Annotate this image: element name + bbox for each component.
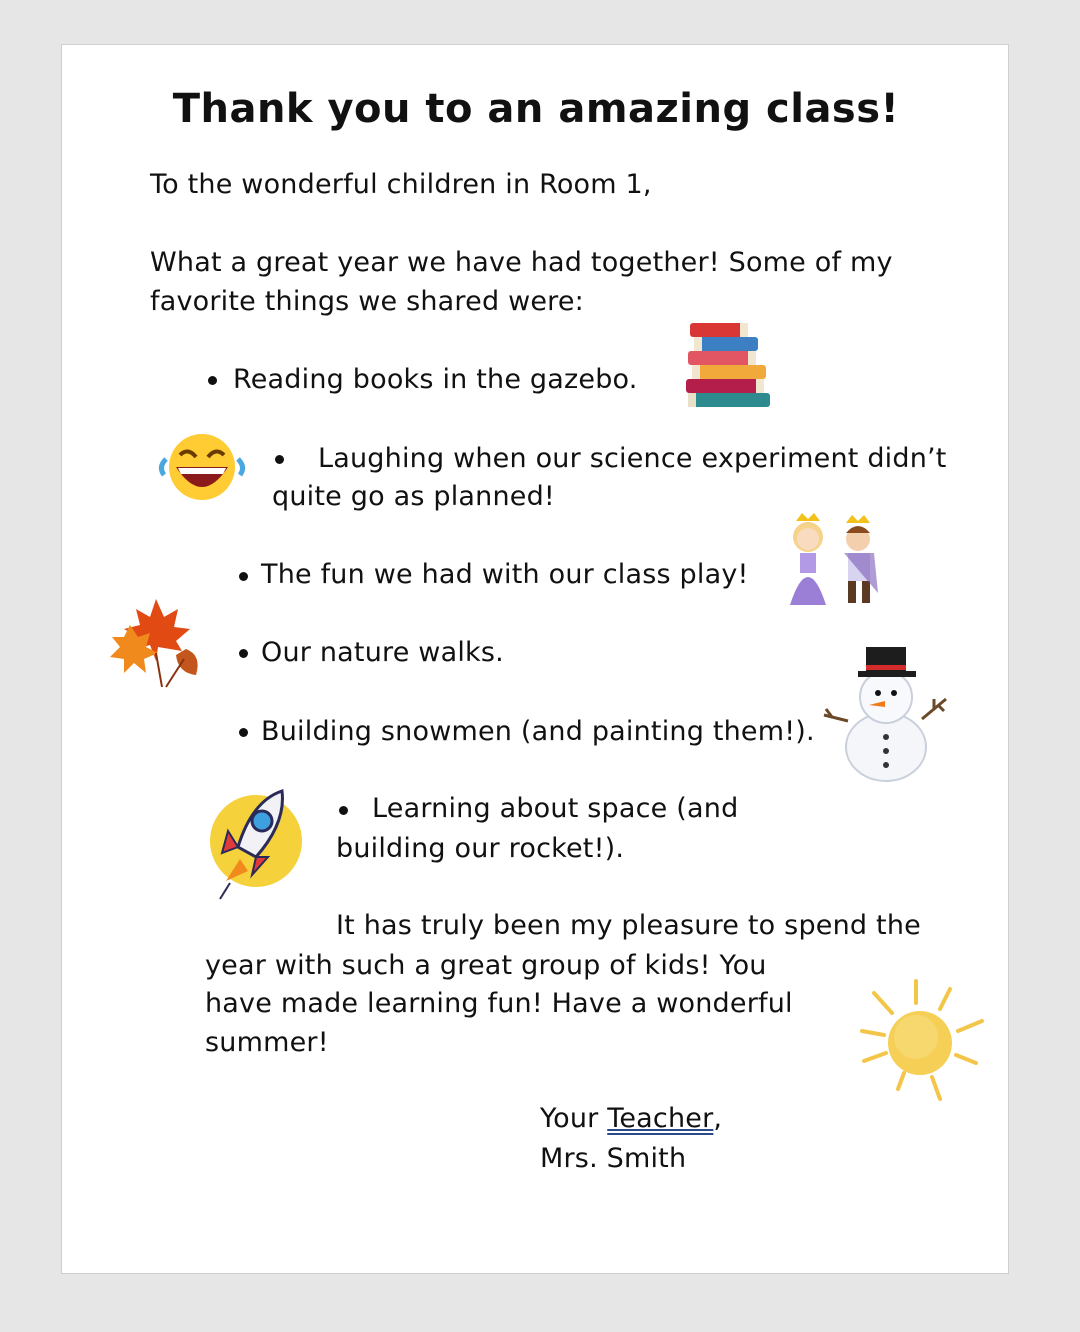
letter-title: Thank you to an amazing class! <box>172 86 900 132</box>
bullet-2-line-1: Laughing when our science experiment didn’t <box>318 443 947 474</box>
signoff-suffix: , <box>713 1103 723 1134</box>
bullet-5-text: Building snowmen (and painting them!). <box>261 716 815 747</box>
closing-line-3: have made learning fun! Have a wonderful <box>205 988 793 1019</box>
closing-line-1: It has truly been my pleasure to spend the <box>336 910 921 941</box>
closing-line-2: year with such a great group of kids! You <box>205 950 767 981</box>
letter-page <box>61 44 1009 1274</box>
intro-line-2: favorite things we shared were: <box>150 286 584 317</box>
bullet-marker <box>275 455 284 464</box>
bullet-4-text: Our nature walks. <box>261 637 504 668</box>
bullet-marker <box>239 728 248 737</box>
sun-icon <box>858 977 988 1107</box>
signoff <box>540 1100 722 1138</box>
autumn-leaves-icon <box>106 595 210 691</box>
bullet-6-line-2: building our rocket!). <box>336 833 625 864</box>
bullet-6-line-1: Learning about space (and <box>372 793 739 824</box>
bullet-1-text: Reading books in the gazebo. <box>233 364 638 395</box>
bullet-3-text: The fun we had with our class play! <box>261 559 749 590</box>
laughing-emoji-icon <box>160 433 244 503</box>
books-icon <box>682 309 782 409</box>
bullet-2-line-2: quite go as planned! <box>272 481 555 512</box>
signoff-teacher: Teacher <box>607 1103 714 1134</box>
rocket-icon <box>202 781 306 913</box>
bullet-marker <box>208 376 217 385</box>
bullet-marker <box>239 649 248 658</box>
bullet-marker <box>339 806 348 815</box>
signature: Mrs. Smith <box>540 1143 687 1174</box>
snowman-icon <box>822 641 952 787</box>
greeting: To the wonderful children in Room 1, <box>150 169 652 200</box>
signoff-prefix: Your <box>540 1103 608 1134</box>
intro-line-1: What a great year we have had together! Some of my <box>150 247 893 278</box>
closing-line-4: summer! <box>205 1027 329 1058</box>
prince-princess-icon <box>782 509 892 613</box>
bullet-marker <box>239 572 248 581</box>
